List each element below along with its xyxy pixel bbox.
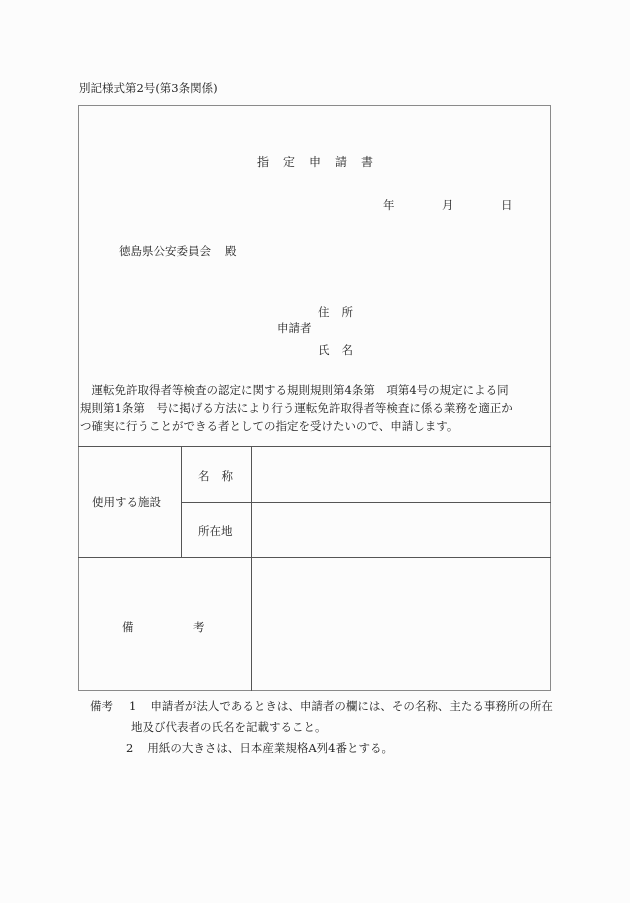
facility-location-field[interactable] bbox=[252, 503, 550, 556]
document-title: 指 定 申 請 書 bbox=[256, 155, 374, 169]
applicant-address-label: 住 所 bbox=[318, 305, 353, 319]
form-header: 別記様式第2号(第3条関係) bbox=[79, 81, 218, 95]
applicant-name-label: 氏 名 bbox=[318, 343, 353, 357]
facility-group-label: 使用する施設 bbox=[92, 495, 161, 509]
applicant-label: 申請者 bbox=[277, 321, 312, 335]
note-item-2: 2 用紙の大きさは、日本産業規格A列4番とする。 bbox=[126, 741, 393, 755]
remarks-label-char-1: 備 bbox=[122, 620, 134, 634]
facility-name-field[interactable] bbox=[252, 447, 550, 501]
date-day-label: 日 bbox=[501, 198, 513, 212]
notes-label: 備考 bbox=[90, 699, 113, 713]
remarks-field[interactable] bbox=[252, 558, 550, 690]
note-item-1: 備考 1 申請者が法人であるときは、申請者の欄には、その名称、主たる事務所の所在 bbox=[90, 699, 553, 713]
addressee bbox=[119, 243, 237, 259]
remarks-label-char-2: 考 bbox=[193, 620, 205, 634]
facility-name-label: 名 称 bbox=[198, 469, 233, 483]
addressee-name: 徳島県公安委員会 bbox=[119, 244, 211, 258]
note-item-1-continued: 地及び代表者の氏名を記載すること。 bbox=[131, 720, 327, 734]
notes-section bbox=[90, 696, 553, 759]
date-month-label: 月 bbox=[442, 198, 454, 212]
addressee-honorific: 殿 bbox=[225, 244, 237, 258]
date-year-label: 年 bbox=[383, 198, 395, 212]
application-statement: 運転免許取得者等検査の認定に関する規則規則第4条第 項第4号の規定による同 規則第1条第 号に掲げる方法により行う運転免許取得者等検査に係る業務を適正か つ確実に行うことができる者としての指定を受けたいので、申請します。 bbox=[80, 383, 513, 433]
divider-col-1 bbox=[181, 446, 182, 557]
facility-location-label: 所在地 bbox=[198, 524, 233, 538]
